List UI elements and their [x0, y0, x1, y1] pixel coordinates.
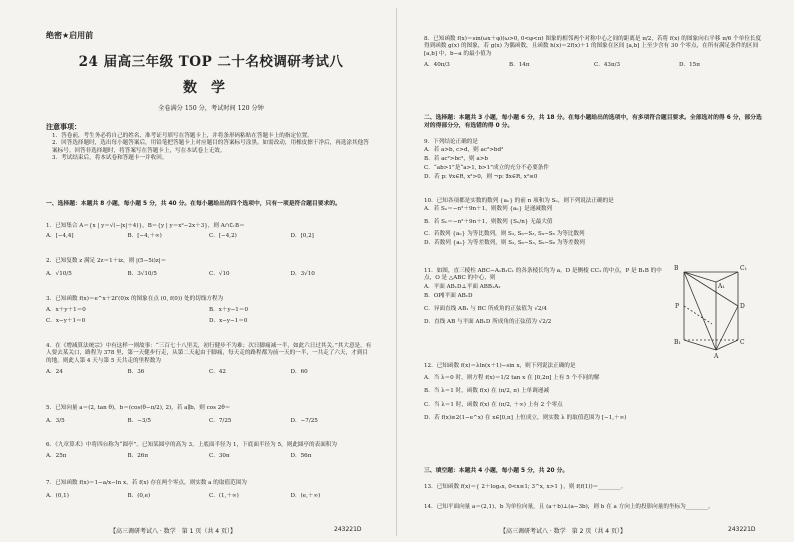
option-d: D．−7/25: [290, 418, 318, 425]
option-c: C．√10: [209, 271, 230, 278]
fig-label: D: [740, 303, 745, 310]
question-options: [46, 271, 372, 278]
option-b: B．(0,e): [127, 493, 151, 500]
question-stem: 9．下列结论正确的是: [424, 138, 478, 145]
option-b: B．3√10/5: [127, 271, 157, 278]
option-d: D．60: [290, 369, 308, 376]
option-a: A．平面 AB₁D⊥平面 ABB₁A₁: [424, 283, 501, 290]
section-3-heading: 三、填空题：本题共 4 小题，每小题 5 分，共 20 分。: [424, 468, 569, 474]
question-options: [46, 369, 372, 376]
question-11: [424, 266, 669, 333]
question-stem: 3．已知函数 f(x)＝e^x＋2f′(0)x 的图象在点 (0, f(0)) 处的切线方程为: [46, 296, 224, 302]
fig-label: A₁: [718, 283, 725, 290]
option-d: D．若 p: ∀x∈R, x²>0，则 ¬p: ∃x∈R, x²≤0: [424, 174, 538, 180]
question-10: [424, 196, 764, 249]
question-stem: 10．已知各项都是实数的数列 {aₙ} 的前 n 项和为 Sₙ，则下列说法正确的是: [424, 197, 614, 204]
segment-ab1: [684, 272, 716, 350]
question-options: [424, 62, 764, 69]
question-stem: 7．已知函数 f(x)＝1−a/x−ln x，若 f(x) 存在两个零点，则实数 a 的取值范围为: [46, 480, 247, 486]
option-d: D．[0,2]: [290, 233, 314, 240]
question-6: [46, 442, 372, 461]
option-d: D．若 f(x)≥2(1−e^x) 在 x∈[0,π] 上恒成立，则实数 λ 的取值范围为 [−1,＋∞): [424, 415, 627, 421]
question-stem: 6．《九章算术》中将四台称为“圆亭”。已知某圆亭的高为 3，上底面半径为 1，下底面半径为 5，则此圆亭的表面积为: [46, 442, 337, 448]
page-1-footer: 【高三调研考试八 · 数学 第 1 页（共 4 页）】: [110, 528, 236, 535]
fig-label: B₁: [674, 339, 681, 346]
question-1: [46, 223, 372, 241]
option-c: C．x−y＋1＝0: [46, 317, 86, 324]
notice-list: [52, 133, 370, 163]
question-13: 13．已知函数 f(x)＝{ 2＋log₃x, 0<x≤1; 3^x, x>1 }，则 f(f(1))＝________。: [424, 484, 627, 490]
option-d: D．直线 AB 与平面 AB₁D 所成角的正弦值为 √2/2: [424, 319, 552, 326]
option-b: B．14π: [509, 62, 530, 69]
question-stem: 12．已知函数 f(x)＝λln(x＋1)−sin x，则下列说法正确的是: [424, 362, 576, 369]
option-b: B．[−4,＋∞): [127, 233, 162, 240]
option-c: C．43π/3: [594, 62, 621, 69]
option-d: D．x−y−1＝0: [209, 317, 248, 324]
page-2-code: 243221D: [728, 526, 756, 533]
option-a: A．√10/5: [46, 271, 72, 278]
question-8: [424, 36, 764, 70]
option-a: A．40π/3: [424, 62, 450, 69]
option-c: C．[−4,2): [209, 233, 237, 240]
fig-label: C: [740, 339, 745, 346]
question-stem: 11．如图，直三棱柱 ABC−A₁B₁C₁ 的各条棱长均为 a，D 是侧棱 CC₁ 的中点，P 是 B₁B 的中点，O 是 △ABC 的中心，则: [424, 267, 662, 281]
option-d: D．56π: [290, 453, 312, 460]
option-d: D．若数列 {aₙ} 为等差数列，则 S₃, S₆−S₃, S₉−S₆ 为等差数列: [424, 240, 585, 246]
option-c: C．“ab>1”是“a>1, b>1”成立的充分不必要条件: [424, 165, 549, 172]
page-2-footer: 【高三调研考试八 · 数学 第 2 页（共 4 页）】: [500, 528, 626, 535]
option-c: C．当 λ＝1 时，函数 f(x) 在 (π/2, ＋∞) 上有 2 个零点: [424, 401, 563, 408]
fig-label: A: [714, 353, 719, 360]
question-stem: 5．已知向量 a＝(2, tan θ)，b＝(cos(θ−π/2), 2)，若 a∥b，则 cos 2θ＝: [46, 405, 231, 411]
question-options: [46, 307, 372, 314]
question-9: [424, 137, 764, 183]
question-options: [46, 233, 372, 240]
option-a: A．若 a>b, c>d，则 ac²>bd²: [424, 147, 504, 154]
question-7: [46, 480, 372, 501]
option-a: A．25π: [46, 453, 67, 460]
edge-top-ac: [716, 272, 738, 282]
notice-item: 1．答卷前，考生务必将自己的姓名、准考证号填写在答题卡上，并将条形码粘贴在答题卡上的指定位置。: [52, 133, 313, 139]
segment-ad: [716, 306, 738, 350]
fig-label: B: [674, 265, 679, 272]
option-d: D．3√10: [290, 271, 315, 278]
question-stem: 2．已知复数 z 满足 2z＝1＋iz，则 |(5−5i)z|＝: [46, 258, 167, 264]
fig-label: C₁: [740, 265, 747, 272]
question-options: [46, 493, 372, 500]
question-stem: 1．已知集合 A＝{x | y＝√(−|x|＋4)}，B＝{y | y＝x²−2x＋3}，则 A∩∁ᵣB＝: [46, 223, 245, 229]
prism-figure: [672, 262, 752, 360]
confidential-label: 绝密★启用前: [46, 31, 94, 40]
option-b: B．−3/5: [127, 418, 151, 425]
option-b: B．当 λ＝1 时，函数 f(x) 在 (π/2, π) 上单调递减: [424, 388, 549, 395]
notice-item: 3．考试结束后，将本试卷和答题卡一并收回。: [52, 155, 168, 162]
question-options: [46, 318, 372, 325]
notice-title: 注意事项：: [46, 123, 81, 131]
option-a: A．[−4,4]: [46, 233, 74, 240]
question-4: [46, 343, 372, 377]
option-b: B．OP∥平面 AB₁D: [424, 292, 473, 299]
question-options: [46, 418, 372, 425]
page-1-code: 243221D: [334, 526, 362, 533]
option-c: C．若数列 {aₙ} 为等比数列，则 S₃, S₆−S₃, S₉−S₆ 为等比数列: [424, 231, 585, 238]
edge-top-ab: [684, 272, 716, 282]
segment-b1d: [684, 272, 738, 306]
question-options: [46, 453, 372, 460]
option-a: A．x＋y＋1＝0: [46, 307, 86, 314]
fig-label: P: [675, 303, 680, 310]
option-d: D．(e,＋∞): [290, 493, 321, 500]
option-d: D．15π: [679, 62, 700, 69]
option-c: C．异面直线 AB₁ 与 BC 所成角的正弦值为 √2/4: [424, 306, 547, 312]
section-2-heading: 二、选择题：本题共 3 小题，每小题 6 分，共 18 分。在每小题给出的选项中，有多项符合题目要求。全部选对的得 6 分，部分选对的得部分分，有选错的得 0 分。: [424, 115, 762, 129]
option-a: A．当 λ＝0 时，则方程 f(x)＝1/2 tan x 在 [0,2π] 上有 5 个不同的解: [424, 374, 600, 381]
subject-title: 数学: [183, 80, 239, 96]
option-b: B．26π: [127, 453, 148, 460]
page-divider: [396, 8, 397, 536]
question-12: [424, 361, 764, 424]
option-a: A．24: [46, 369, 63, 376]
option-c: C．7/25: [209, 418, 232, 425]
option-b: B．若 ac²>bc²，则 a>b: [424, 156, 488, 163]
option-b: B．x＋y−1＝0: [209, 307, 249, 314]
option-c: C．(1,＋∞): [209, 493, 239, 500]
notice-item: 2．回答选择题时，选出每小题答案后，用铅笔把答题卡上对应题目的答案标号涂黑。如需改动，用橡皮擦干净后，再选涂其他答案标号。回答非选择题时，将答案写在答题卡上，写在本试卷上无效。: [52, 140, 369, 154]
score-info: 全卷满分 150 分，考试时间 120 分钟: [158, 105, 264, 112]
edge-bottom-ac: [716, 340, 738, 350]
question-3: [46, 296, 372, 325]
option-b: B．若 Sₙ＝−n²＋9n＋1，则数列 {Sₙ/n} 无最大值: [424, 218, 553, 225]
option-c: C．42: [209, 369, 226, 376]
option-a: A．3/5: [46, 418, 65, 425]
question-14: 14．已知平面向量 a＝(2,1)，b 为单位向量，且 (a＋b)⊥(a−3b)，则 b 在 a 方向上的投影向量的坐标为________。: [424, 504, 714, 510]
edge-bottom-ab: [684, 340, 716, 350]
question-stem: 8．已知函数 f(x)＝sin(ωx＋φ)(ω>0, 0<φ<π) 图象的相邻两个对称中心之间的距离是 π/2，若将 f(x) 的图象向右平移 π/6 个单位长度得到函数 g(x) 的图象，若 g(x) 为偶函数，且函数 h(x)＝2f(x)＋1 的图象在区间 [a,b] 上至少含有 30 个零点，在所有满足条件的区间 [a,b] 中，b−a 的最小值为: [424, 36, 762, 57]
option-a: A．若 Sₙ＝−n²＋9n＋1，则数列 {aₙ} 是递减数列: [424, 206, 553, 213]
option-b: B．36: [127, 369, 145, 376]
option-c: C．30π: [209, 453, 230, 460]
question-stem: 4．在《增减算法统宗》中有这样一则故事：“三百七十八里关，初行健步不为难；次日脚痛减一半，如此六日过其关。”其大意是，有人要去某关口，路程为 378 里，第一天健步行走，从第二天起由于脚痛，每天走的路程都为前一天的一半，一共走了六天，才到目的地。则此人第 4 天与第 5 天共走的里程数为: [46, 343, 372, 364]
segment-po: [684, 306, 712, 324]
option-a: A．(0,1): [46, 493, 69, 500]
question-2: [46, 258, 372, 279]
section-1-heading: 一、选择题：本题共 8 小题，每小题 5 分，共 40 分。在每小题给出的四个选项中，只有一项是符合题目要求的。: [46, 201, 341, 207]
exam-title: 24 届高三年级 TOP 二十名校调研考试八: [78, 54, 344, 70]
question-5: [46, 405, 372, 426]
